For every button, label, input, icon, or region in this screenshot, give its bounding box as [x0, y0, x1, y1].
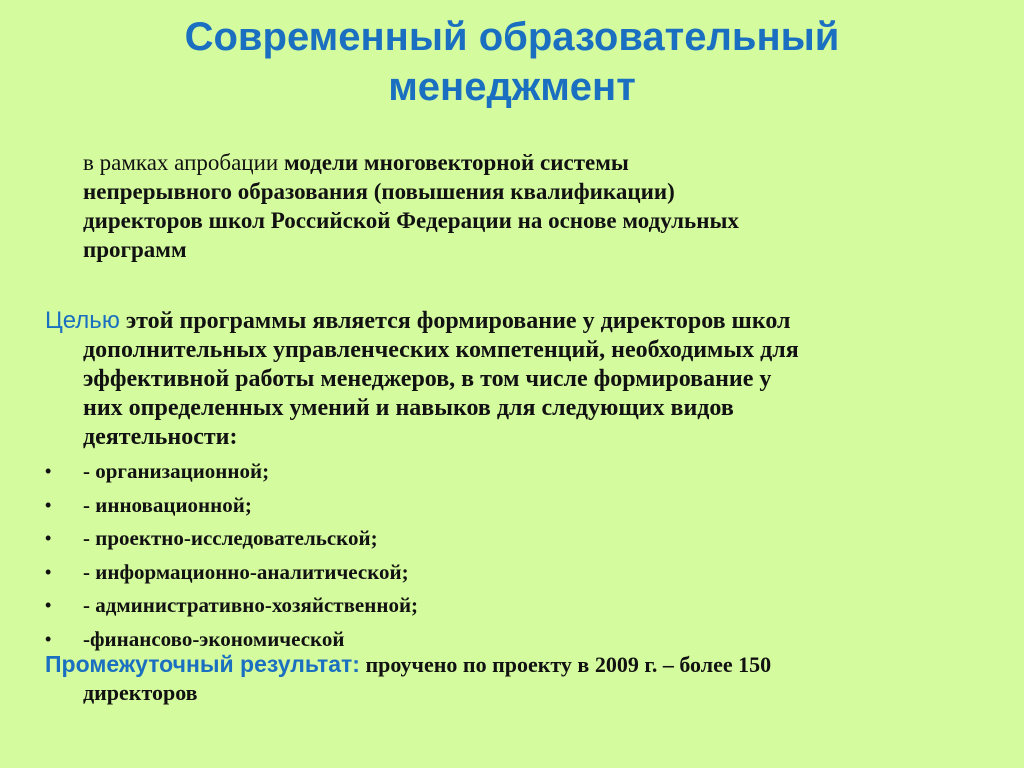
intro-paragraph [83, 148, 963, 264]
page-title [0, 12, 1024, 112]
list-item [45, 455, 945, 489]
bullet-icon: • [45, 628, 52, 649]
goal-line-2: дополнительных управленческих компетенций, необходимых для [83, 337, 799, 363]
list-item [45, 556, 945, 590]
list-item-text: - административно-хозяйственной; [83, 593, 419, 617]
intro-line-2: непрерывного образования (повышения квалификации) [83, 179, 675, 204]
list-item [45, 589, 945, 623]
list-item [45, 489, 945, 523]
goal-line-5: деятельности: [83, 424, 238, 450]
bullet-icon: • [45, 461, 52, 481]
goal-paragraph [45, 306, 995, 452]
bullet-icon: • [45, 595, 52, 615]
list-item-text: - информационно-аналитической; [83, 559, 409, 584]
bullet-icon: • [45, 528, 52, 548]
goal-line-1 [45, 306, 995, 336]
bullet-icon: • [45, 494, 52, 515]
intro-line-1 [83, 148, 963, 177]
bullet-icon: • [45, 561, 52, 582]
list-item-text: - организационной; [83, 459, 270, 483]
list-item-text: -финансово-экономической [83, 626, 345, 651]
intro-line-3: директоров школ Российской Федерации на основе модульных [83, 208, 739, 233]
intro-normal-text: в рамках апробации [83, 150, 284, 175]
title-line-2: менеджмент [388, 65, 636, 109]
list-item [45, 522, 945, 556]
goal-lead: Целью [45, 307, 120, 334]
list-item-text: - инновационной; [83, 492, 252, 517]
goal-line-4: них определенных умений и навыков для следующих видов [83, 395, 734, 421]
result-text-2: директоров [83, 680, 198, 705]
result-text-1: проучено по проекту в 2009 г. – более 150 [359, 652, 772, 677]
goal-line-1-text: этой программы является формирование у директоров школ [119, 308, 791, 334]
result-lead: Промежуточный результат: [45, 651, 360, 677]
intro-bold-text: модели многовекторной системы [283, 150, 629, 175]
goal-line-3: эффективной работы менеджеров, в том числе формирование у [83, 366, 772, 392]
activity-list [45, 455, 945, 656]
intro-line-4: программ [83, 237, 187, 262]
title-line-1: Современный образовательный [184, 15, 840, 59]
result-paragraph [45, 650, 995, 707]
list-item-text: - проектно-исследовательской; [83, 526, 378, 550]
